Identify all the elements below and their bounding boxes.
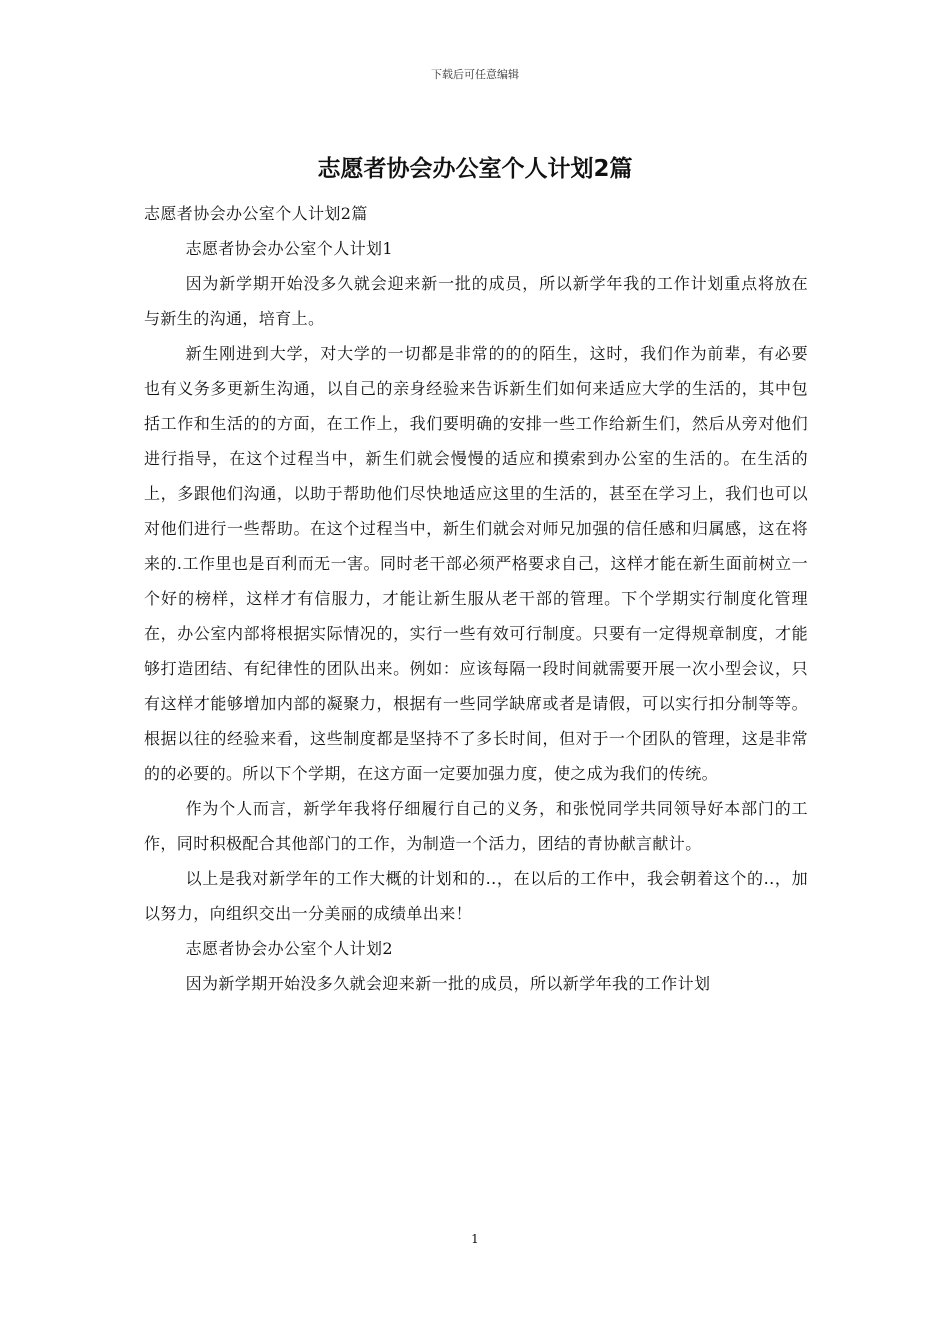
document-body bbox=[144, 196, 808, 1001]
document-title: 志愿者协会办公室个人计划2篇 bbox=[317, 156, 633, 182]
document-subtitle: 志愿者协会办公室个人计划2篇 bbox=[144, 204, 368, 223]
section-heading-2: 志愿者协会办公室个人计划2 bbox=[185, 939, 393, 958]
header-note: 下载后可任意编辑 bbox=[431, 68, 519, 81]
paragraph: 因为新学期开始没多久就会迎来新一批的成员，所以新学年我的工作计划 bbox=[185, 974, 711, 993]
paragraph: 新生刚进到大学，对大学的一切都是非常的的的陌生，这时，我们作为前辈，有必要也有义务多更新生沟通，以自己的亲身经验来告诉新生们如何来适应大学的生活的，其中包括工作和生活的的方面，在工作上，我们要明确的安排一些工作给新生们，然后从旁对他们进行指导，在这个过程当中，新生们就会慢慢的适应和摸索到办公室的生活的。在生活的上，多跟他们沟通，以助于帮助他们尽快地适应这里的生活的，甚至在学习上，我们也可以对他们进行一些帮助。在这个过程当中，新生们就会对师兄加强的信任感和归属感，这在将来的.工作里也是百利而无一害。同时老干部必须严格要求自己，这样才能在新生面前树立一个好的榜样，这样才有信服力，才能让新生服从老干部的管理。下个学期实行制度化管理在，办公室内部将根据实际情况的，实行一些有效可行制度。只要有一定得规章制度，才能够打造团结、有纪律性的团队出来。例如：应该每隔一段时间就需要开展一次小型会议，只有这样才能够增加内部的凝聚力，根据有一些同学缺席或者是请假，可以实行扣分制等等。根据以往的经验来看，这些制度都是坚持不了多长时间，但对于一个团队的管理，这是非常的的必要的。所以下个学期，在这方面一定要加强力度，使之成为我们的传统。 bbox=[144, 344, 808, 783]
section-heading-1: 志愿者协会办公室个人计划1 bbox=[185, 239, 393, 258]
paragraph: 因为新学期开始没多久就会迎来新一批的成员，所以新学年我的工作计划重点将放在与新生的沟通，培育上。 bbox=[144, 274, 808, 328]
paragraph: 作为个人而言，新学年我将仔细履行自己的义务，和张悦同学共同领导好本部门的工作，同时积极配合其他部门的工作，为制造一个活力，团结的青协献言献计。 bbox=[144, 799, 808, 853]
paragraph: 以上是我对新学年的工作大概的计划和的..，在以后的工作中，我会朝着这个的..，加以努力，向组织交出一分美丽的成绩单出来！ bbox=[144, 869, 808, 923]
page-number: 1 bbox=[471, 1232, 479, 1246]
